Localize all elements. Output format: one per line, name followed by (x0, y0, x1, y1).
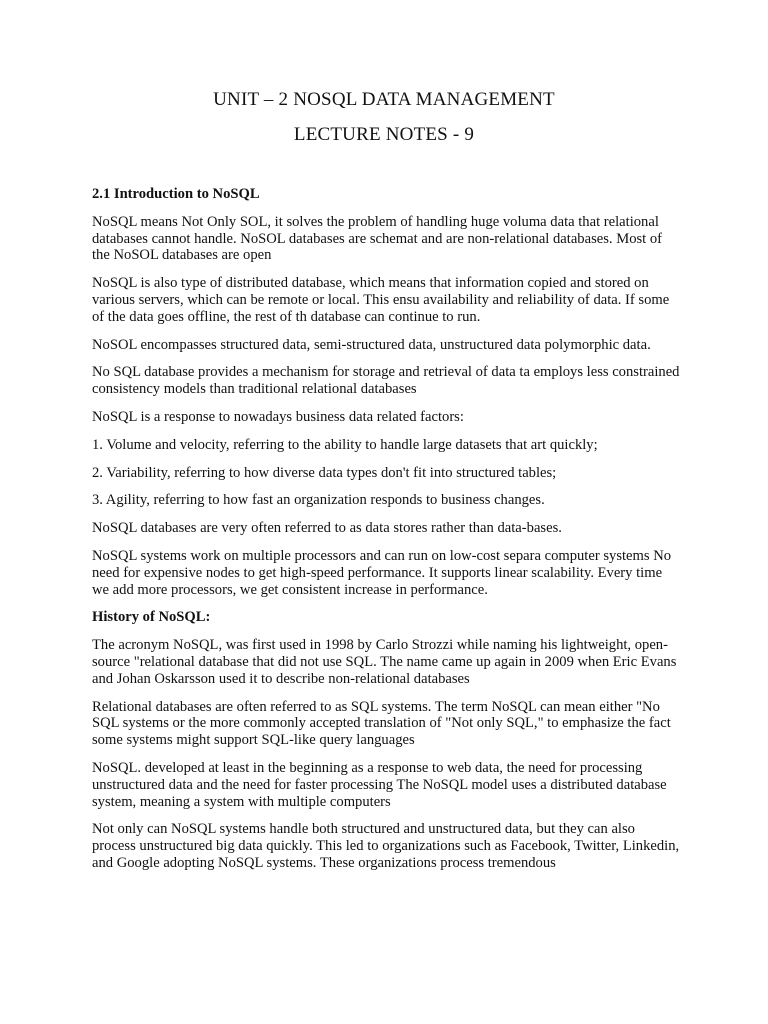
paragraph: NoSOL encompasses structured data, semi-structured data, unstructured data polymorphic data. (92, 336, 651, 353)
paragraph: NoSQL. developed at least in the beginning as a response to web data, the need for processing unstructured data and the need for faster processing The NoSQL model uses a distributed database system, meaning a system with multiple computers (92, 759, 667, 810)
document-body (92, 186, 682, 883)
unit-title: UNIT – 2 NOSQL DATA MANAGEMENT (213, 89, 555, 110)
paragraph: NoSQL means Not Only SOL, it solves the problem of handling huge voluma data that relational databases cannot handle. NoSOL databases are schemat and are non-relational databases. Most of the NoSOL databases are open (92, 213, 663, 264)
paragraph: NoSQL databases are very often referred to as data stores rather than data-bases. (92, 520, 562, 537)
paragraph: No SQL database provides a mechanism for storage and retrieval of data ta employs less constrained consistency models than traditional relational databases (92, 364, 680, 398)
list-item: 2. Variability, referring to how diverse data types don't fit into structured tables; (92, 464, 557, 481)
list-item: 3. Agility, referring to how fast an organization responds to business changes. (92, 492, 545, 509)
lecture-notes-title: LECTURE NOTES - 9 (293, 124, 475, 145)
paragraph: Relational databases are often referred to as SQL systems. The term NoSQL can mean either "No SQL systems or the more commonly accepted translation of "Not only SQL," to emphasize the fact some systems might support SQL-like query languages (92, 698, 671, 749)
paragraph: NoSQL is also type of distributed database, which means that information copied and stored on various servers, which can be remote or local. This ensu availability and reliability of data. If some of the data goes offline, the rest of th database can continue to run. (92, 275, 670, 325)
paragraph: The acronym NoSQL, was first used in 1998 by Carlo Strozzi while naming his lightweight, open-source "relational database that did not use SQL. The name came up again in 2009 when Eric Evans and Johan Oskarsson used it to describe non-relational databases (92, 637, 677, 687)
list-item: 1. Volume and velocity, referring to the ability to handle large datasets that art quickly; (92, 436, 598, 453)
section-heading-history: History of NoSQL: (92, 609, 211, 626)
paragraph: NoSQL systems work on multiple processors and can run on low-cost separa computer systems No need for expensive nodes to get high-speed performance. It supports linear scalability. Every time we add more processors, we get consistent increase in performance. (92, 547, 672, 598)
paragraph: Not only can NoSQL systems handle both structured and unstructured data, but they can also process unstructured big data quickly. This led to organizations such as Facebook, Twitter, Linkedin, and Google adopting NoSQL systems. These organizations process tremendous (92, 821, 680, 871)
section-heading-intro: 2.1 Introduction to NoSQL (92, 186, 260, 202)
paragraph: NoSQL is a response to nowadays business data related factors: (92, 408, 464, 425)
